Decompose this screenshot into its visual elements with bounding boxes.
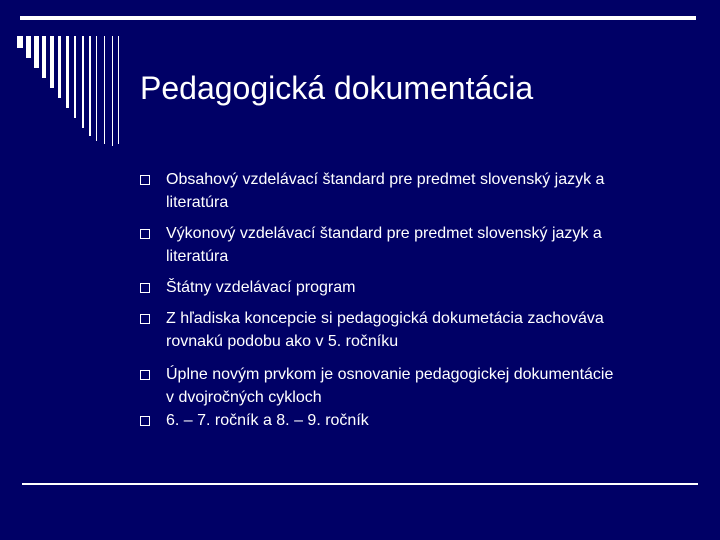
square-bullet-icon — [140, 175, 150, 185]
bottom-rule — [22, 483, 698, 485]
list-item-continuation: v dvojročných cykloch — [166, 389, 322, 406]
list-item-text: Z hľadiska koncepcie si pedagogická dokumetácia zachováva — [166, 310, 604, 327]
list-item — [140, 405, 700, 437]
list-item — [140, 359, 700, 391]
list-item — [140, 303, 700, 335]
square-bullet-icon — [140, 370, 150, 380]
bullet-list — [140, 164, 700, 437]
list-item — [140, 164, 700, 196]
list-item-text: 6. – 7. ročník a 8. – 9. ročník — [166, 412, 369, 429]
square-bullet-icon — [140, 314, 150, 324]
list-item — [140, 272, 700, 304]
list-item-text: Úplne novým prvkom je osnovanie pedagogickej dokumentácie — [166, 366, 614, 383]
list-item-text: Obsahový vzdelávací štandard pre predmet slovenský jazyk a — [166, 171, 605, 188]
list-item-continuation: rovnakú podobu ako v 5. ročníku — [166, 333, 399, 350]
list-item-text: Výkonový vzdelávací štandard pre predmet slovenský jazyk a — [166, 225, 602, 242]
list-item-continuation: literatúra — [166, 194, 229, 211]
page-title: Pedagogická dokumentácia — [140, 70, 534, 106]
list-item-continuation: literatúra — [166, 248, 229, 265]
square-bullet-icon — [140, 283, 150, 293]
square-bullet-icon — [140, 416, 150, 426]
square-bullet-icon — [140, 229, 150, 239]
list-item — [140, 218, 700, 250]
list-item-text: Štátny vzdelávací program — [166, 279, 356, 296]
